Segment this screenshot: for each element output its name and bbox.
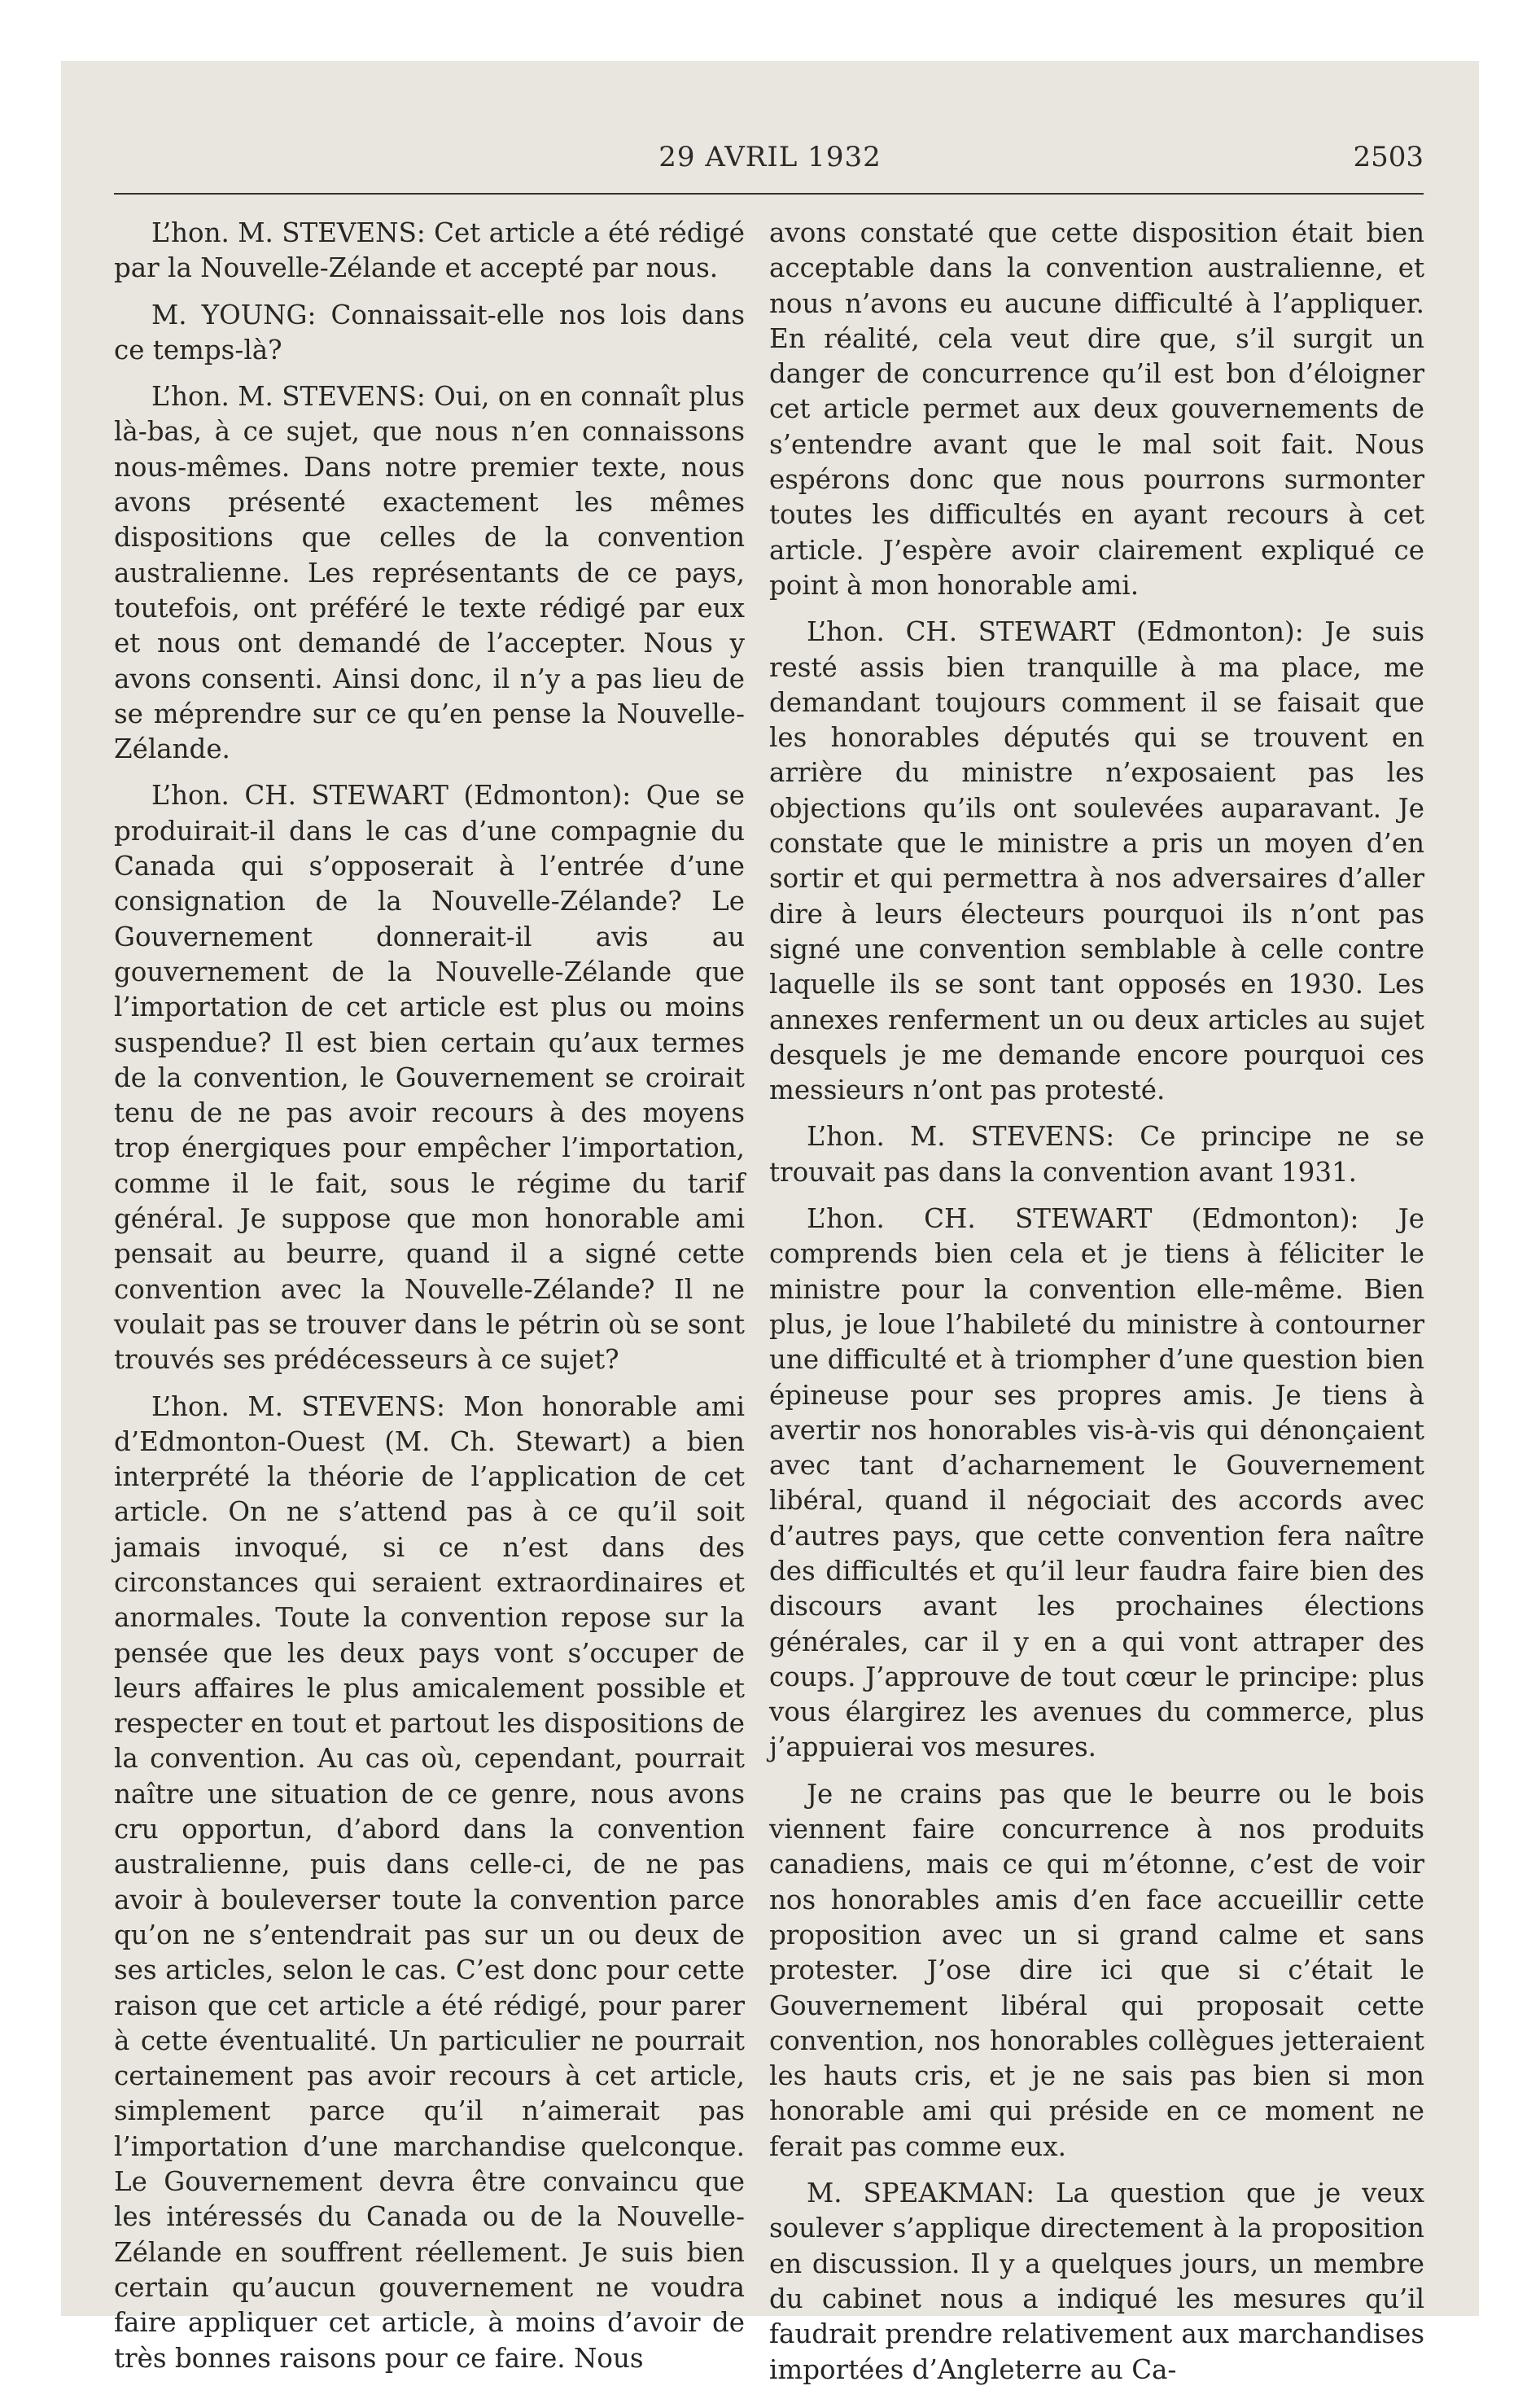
paragraph: L’hon. CH. STEWART (Edmonton): Je suis resté assis bien tranquille à ma place, me demandant toujours comment il se faisait que les honorables députés qui se trouvent en arrière du ministre n’exposaient pas les objections qu’ils ont soulevées auparavant. Je constate que le ministre a pris un moyen d’en sortir et qui permettra à nos adversaires d’aller dire à leurs électeurs pourquoi ils n’ont pas signé une convention semblable à celle contre laquelle ils se sont tant opposés en 1930. Les annexes renferment un ou deux articles au sujet desquels je me demande encore pourquoi ces messieurs n’ont pas protesté.	[769, 616, 1424, 1106]
paragraph: L’hon. M. STEVENS: Oui, on en connaît plus là-bas, à ce sujet, que nous n’en connaissons nous-mêmes. Dans notre premier texte, nous avons présenté exactement les mêmes dispositions que celles de la convention australienne. Les représentants de ce pays, toutefois, ont préféré le texte rédigé par eux et nous ont demandé de l’accepter. Nous y avons consenti. Ainsi donc, il n’y a pas lieu de se méprendre sur ce qu’en pense la Nouvelle-Zélande.	[114, 381, 745, 765]
paragraph: L’hon. CH. STEWART (Edmonton): Je comprends bien cela et je tiens à féliciter le ministre pour la convention elle-même. Bien plus, je loue l’habileté du ministre à contourner une difficulté et à triompher d’une question bien épineuse pour ses propres amis. Je tiens à avertir nos honorables vis-à-vis qui dénonçaient avec tant d’acharnement le Gouvernement libéral, quand il négociait des accords avec d’autres pays, que cette convention fera naître des difficultés et qu’il leur faudra faire bien des discours avant les prochaines élections générales, car il y en a qui vont attraper des coups. J’approuve de tout cœur le principe: plus vous élargirez les avenues du commerce, plus j’appuierai vos mesures.	[769, 1203, 1424, 1763]
paragraph: L’hon. M. STEVENS: Ce principe ne se trouvait pas dans la convention avant 1931.	[769, 1121, 1424, 1188]
paragraph: L’hon. M. STEVENS: Mon honorable ami d’Edmonton-Ouest (M. Ch. Stewart) a bien interprété la théorie de l’application de cet article. On ne s’attend pas à ce qu’il soit jamais invoqué, si ce n’est dans des circonstances qui seraient extraordinaires et anormales. Toute la convention repose sur la pensée que les deux pays vont s’occuper de leurs affaires le plus amicalement possible et respecter en tout et partout les dispositions de la convention. Au cas où, cependant, pourrait naître une situation de ce genre, nous avons cru opportun, d’abord dans la convention australienne, puis dans celle-ci, de ne pas avoir à bouleverser toute la convention parce qu’on ne s’entendrait pas sur un ou deux de ses articles, selon le cas. C’est donc pour cette raison que cet article a été rédigé, pour parer à cette éventualité. Un particulier ne pourrait certainement pas avoir recours à cet article, simplement parce qu’il n’aimerait pas l’importation d’une marchandise quelconque. Le Gouvernement devra être convaincu que les intéressés du Canada ou de la Nouvelle-Zélande en souffrent réellement. Je suis bien certain qu’aucun gouvernement ne voudra faire appliquer cet article, à moins d’avoir de très bonnes raisons pour ce faire. Nous	[114, 1390, 745, 2374]
header-rule	[114, 193, 1424, 195]
scanned-page	[61, 61, 1479, 2385]
paragraph: avons constaté que cette disposition était bien acceptable dans la convention australienne, et nous n’avons eu aucune difficulté à l’appliquer. En réalité, cela veut dire que, s’il surgit un danger de concurrence qu’il est bon d’éloigner cet article permet aux deux gouvernements de s’entendre avant que le mal soit fait. Nous espérons donc que nous pourrons surmonter toutes les difficultés en ayant recours à cet article. J’espère avoir clairement expliqué ce point à mon honorable ami.	[769, 217, 1424, 601]
page-date: 29 AVRIL 1932	[658, 141, 882, 173]
paragraph: M. YOUNG: Connaissait-elle nos lois dans ce temps-là?	[114, 299, 745, 366]
right-column	[769, 216, 1424, 2399]
paragraph: L’hon. CH. STEWART (Edmonton): Que se produirait-il dans le cas d’une compagnie du Canada qui s’opposerait à l’entrée d’une consignation de la Nouvelle-Zélande? Le Gouvernement donnerait-il avis au gouvernement de la Nouvelle-Zélande que l’importation de cet article est plus ou moins suspendue? Il est bien certain qu’aux termes de la convention, le Gouvernement se croirait tenu de ne pas avoir recours à des moyens trop énergiques pour empêcher l’importation, comme il le fait, sous le régime du tarif général. Je suppose que mon honorable ami pensait au beurre, quand il a signé cette convention avec la Nouvelle-Zélande? Il ne voulait pas se trouver dans le pétrin où se sont trouvés ses prédécesseurs à ce sujet?	[114, 780, 745, 1376]
left-column	[114, 216, 745, 2388]
page-number: 2503	[1353, 141, 1424, 173]
paragraph: M. SPEAKMAN: La question que je veux soulever s’applique directement à la proposition en discussion. Il y a quelques jours, un membre du cabinet nous a indiqué les mesures qu’il faudrait prendre relativement aux marchandises importées d’Angleterre au Ca-	[769, 2178, 1424, 2385]
paragraph: Je ne crains pas que le beurre ou le bois viennent faire concurrence à nos produits canadiens, mais ce qui m’étonne, c’est de voir nos honorables amis d’en face accueillir cette proposition avec un si grand calme et sans protester. J’ose dire ici que si c’était le Gouvernement libéral qui proposait cette convention, nos honorables collègues jetteraient les hauts cris, et je ne sais pas bien si mon honorable ami qui préside en ce moment ne ferait pas comme eux.	[769, 1778, 1424, 2162]
page-header	[61, 141, 1479, 182]
paragraph: L’hon. M. STEVENS: Cet article a été rédigé par la Nouvelle-Zélande et accepté par nous.	[114, 217, 745, 284]
